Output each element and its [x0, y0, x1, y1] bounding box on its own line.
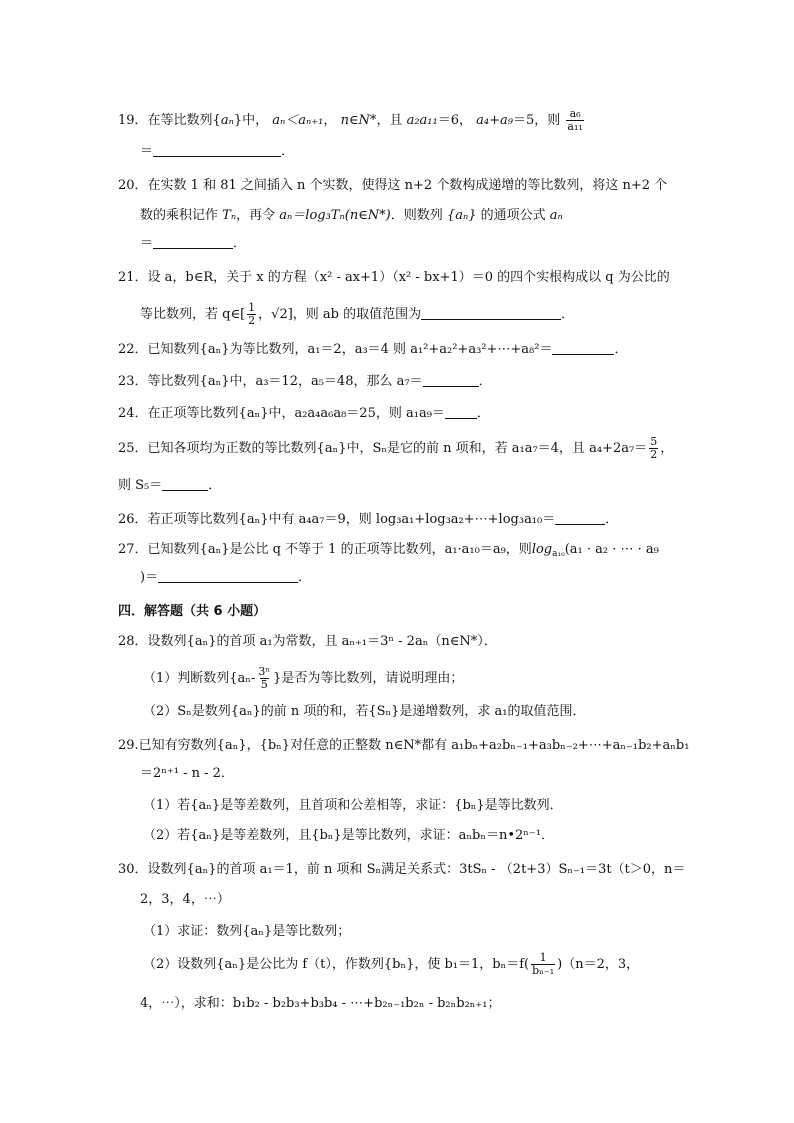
- question-26: 26．若正项等比数列{aₙ}中有 a₄a₇＝9，则 log₃a₁+log₃a₂+⋯+log₃a₁₀＝ ．: [118, 512, 619, 527]
- answer-blank[interactable]: [153, 234, 233, 249]
- question-30-line2: 2，3，4，⋯）: [140, 892, 230, 907]
- fraction-a6-a11: $\frac{\text{a₆}}{\text{a₁₁}}$: [567, 107, 583, 133]
- answer-blank[interactable]: [153, 142, 281, 157]
- question-27-answer: )＝ ．: [140, 570, 312, 585]
- question-20-answer: ＝ ．: [140, 236, 247, 251]
- question-27: 27．已知数列{aₙ}是公比 q 不等于 1 的正项等比数列，a₁·a₁₀＝a₉，则$\log_{a_{10}}(a_1 \cdot a_2$ · ⋯ · a₉: [118, 542, 659, 559]
- question-25-answer: 则 S₅＝ ．: [118, 478, 222, 493]
- question-22: 22．已知数列{aₙ}为等比数列，a₁＝2，a₃＝4 则 a₁²+a₂²+a₃²+⋯+a₈²＝ ．: [118, 342, 628, 357]
- question-24: 24．在正项等比数列{aₙ}中，a₂a₄a₆a₈＝25，则 a₁a₉＝ ．: [118, 406, 490, 421]
- question-30-part2: （2）设数列{aₙ}是公比为 f（t），作数列{bₙ}，使 b₁＝1，bₙ＝f( $\frac{1}{\text{bₙ₋₁}}$ )（n＝2，3，: [143, 951, 640, 977]
- question-30: 30．设数列{aₙ}的首项 a₁＝1，前 n 项和 Sₙ满足关系式：3tSₙ - （2t+3）Sₙ₋₁＝3t（t＞0，n＝: [118, 862, 686, 877]
- question-29: 29.已知有穷数列{aₙ}，{bₙ}对任意的正整数 n∈N*都有 a₁bₙ+a₂bₙ₋₁+a₃bₙ₋₂+⋯+aₙ₋₁b₂+aₙb₁: [118, 738, 690, 753]
- answer-blank[interactable]: [162, 476, 208, 491]
- question-28-part1: （1）判断数列{aₙ- $\frac{\text{3ⁿ}}{5}$ }是否为等比数列，请说明理由；: [143, 665, 464, 691]
- section-title-4: 四．解答题（共 6 小题）: [118, 604, 267, 619]
- question-25: 25．已知各项均为正数的等比数列{aₙ}中，Sₙ是它的前 n 项和，若 a₁a₇＝4，且 a₄+2a₇＝ $\frac{5}{2}$ ，: [118, 435, 674, 461]
- fraction-one-half: $\frac{1}{2}$: [248, 301, 256, 327]
- question-29-line2: ＝2ⁿ⁺¹ - n - 2．: [140, 766, 234, 781]
- answer-blank[interactable]: [445, 404, 477, 419]
- fraction-1-over-bn-1: $\frac{1}{\text{bₙ₋₁}}$: [532, 951, 555, 977]
- fraction-five-halves: $\frac{5}{2}$: [650, 435, 658, 461]
- question-29-part2: （2）若{aₙ}是等差数列，且{bₙ}是等比数列，求证：aₙbₙ＝n•2ⁿ⁻¹．: [143, 828, 555, 843]
- question-30-part2-line2: 4，⋯），求和：b₁b₂ - b₂b₃+b₃b₄ - ⋯+b₂ₙ₋₁b₂ₙ - b₂ₙb₂ₙ₊₁；: [140, 996, 501, 1011]
- fraction-3n-5: $\frac{\text{3ⁿ}}{5}$: [258, 665, 271, 691]
- question-20-line2: 数的乘积记作 Tₙ，再令 aₙ＝log₃Tₙ(n∈N*)．则数列 {aₙ} 的通项公式 aₙ: [140, 208, 563, 223]
- question-19-answer: ＝ ．: [140, 144, 295, 159]
- question-21: 21．设 a，b∈R，关于 x 的方程（x² - ax+1）（x² - bx+1）＝0 的四个实根构成以 q 为公比的: [118, 270, 670, 285]
- question-29-part1: （1）若{aₙ}是等差数列，且首项和公差相等，求证：{bₙ}是等比数列．: [143, 798, 563, 813]
- question-21-line2: 等比数列，若 q∈[ $\frac{1}{2}$ ，√2]，则 ab 的取值范围为 ．: [140, 301, 575, 327]
- answer-blank[interactable]: [552, 340, 614, 355]
- answer-blank[interactable]: [423, 372, 479, 387]
- question-30-part1: （1）求证：数列{aₙ}是等比数列；: [143, 924, 351, 939]
- answer-blank[interactable]: [421, 305, 561, 320]
- answer-blank[interactable]: [555, 510, 605, 525]
- question-28: 28．设数列{aₙ}的首项 a₁为常数，且 aₙ₊₁＝3ⁿ - 2aₙ（n∈N*）．: [118, 634, 497, 649]
- answer-blank[interactable]: [158, 568, 298, 583]
- question-28-part2: （2）Sₙ是数列{aₙ}的前 n 项的和，若{Sₙ}是递增数列，求 a₁的取值范围．: [143, 704, 586, 719]
- question-20: 20．在实数 1 和 81 之间插入 n 个实数，使得这 n+2 个数构成递增的等比数列，将这 n+2 个: [118, 178, 668, 193]
- question-23: 23．等比数列{aₙ}中，a₃＝12，a₅＝48，那么 a₇＝ ．: [118, 374, 492, 389]
- question-19: 19．在等比数列{aₙ}中， aₙ＜aₙ₊₁， n∈N*，且 a₂a₁₁＝6， a₄+a₉＝5，则 $\frac{\text{a₆}}{\text{a₁₁}}$: [118, 107, 583, 133]
